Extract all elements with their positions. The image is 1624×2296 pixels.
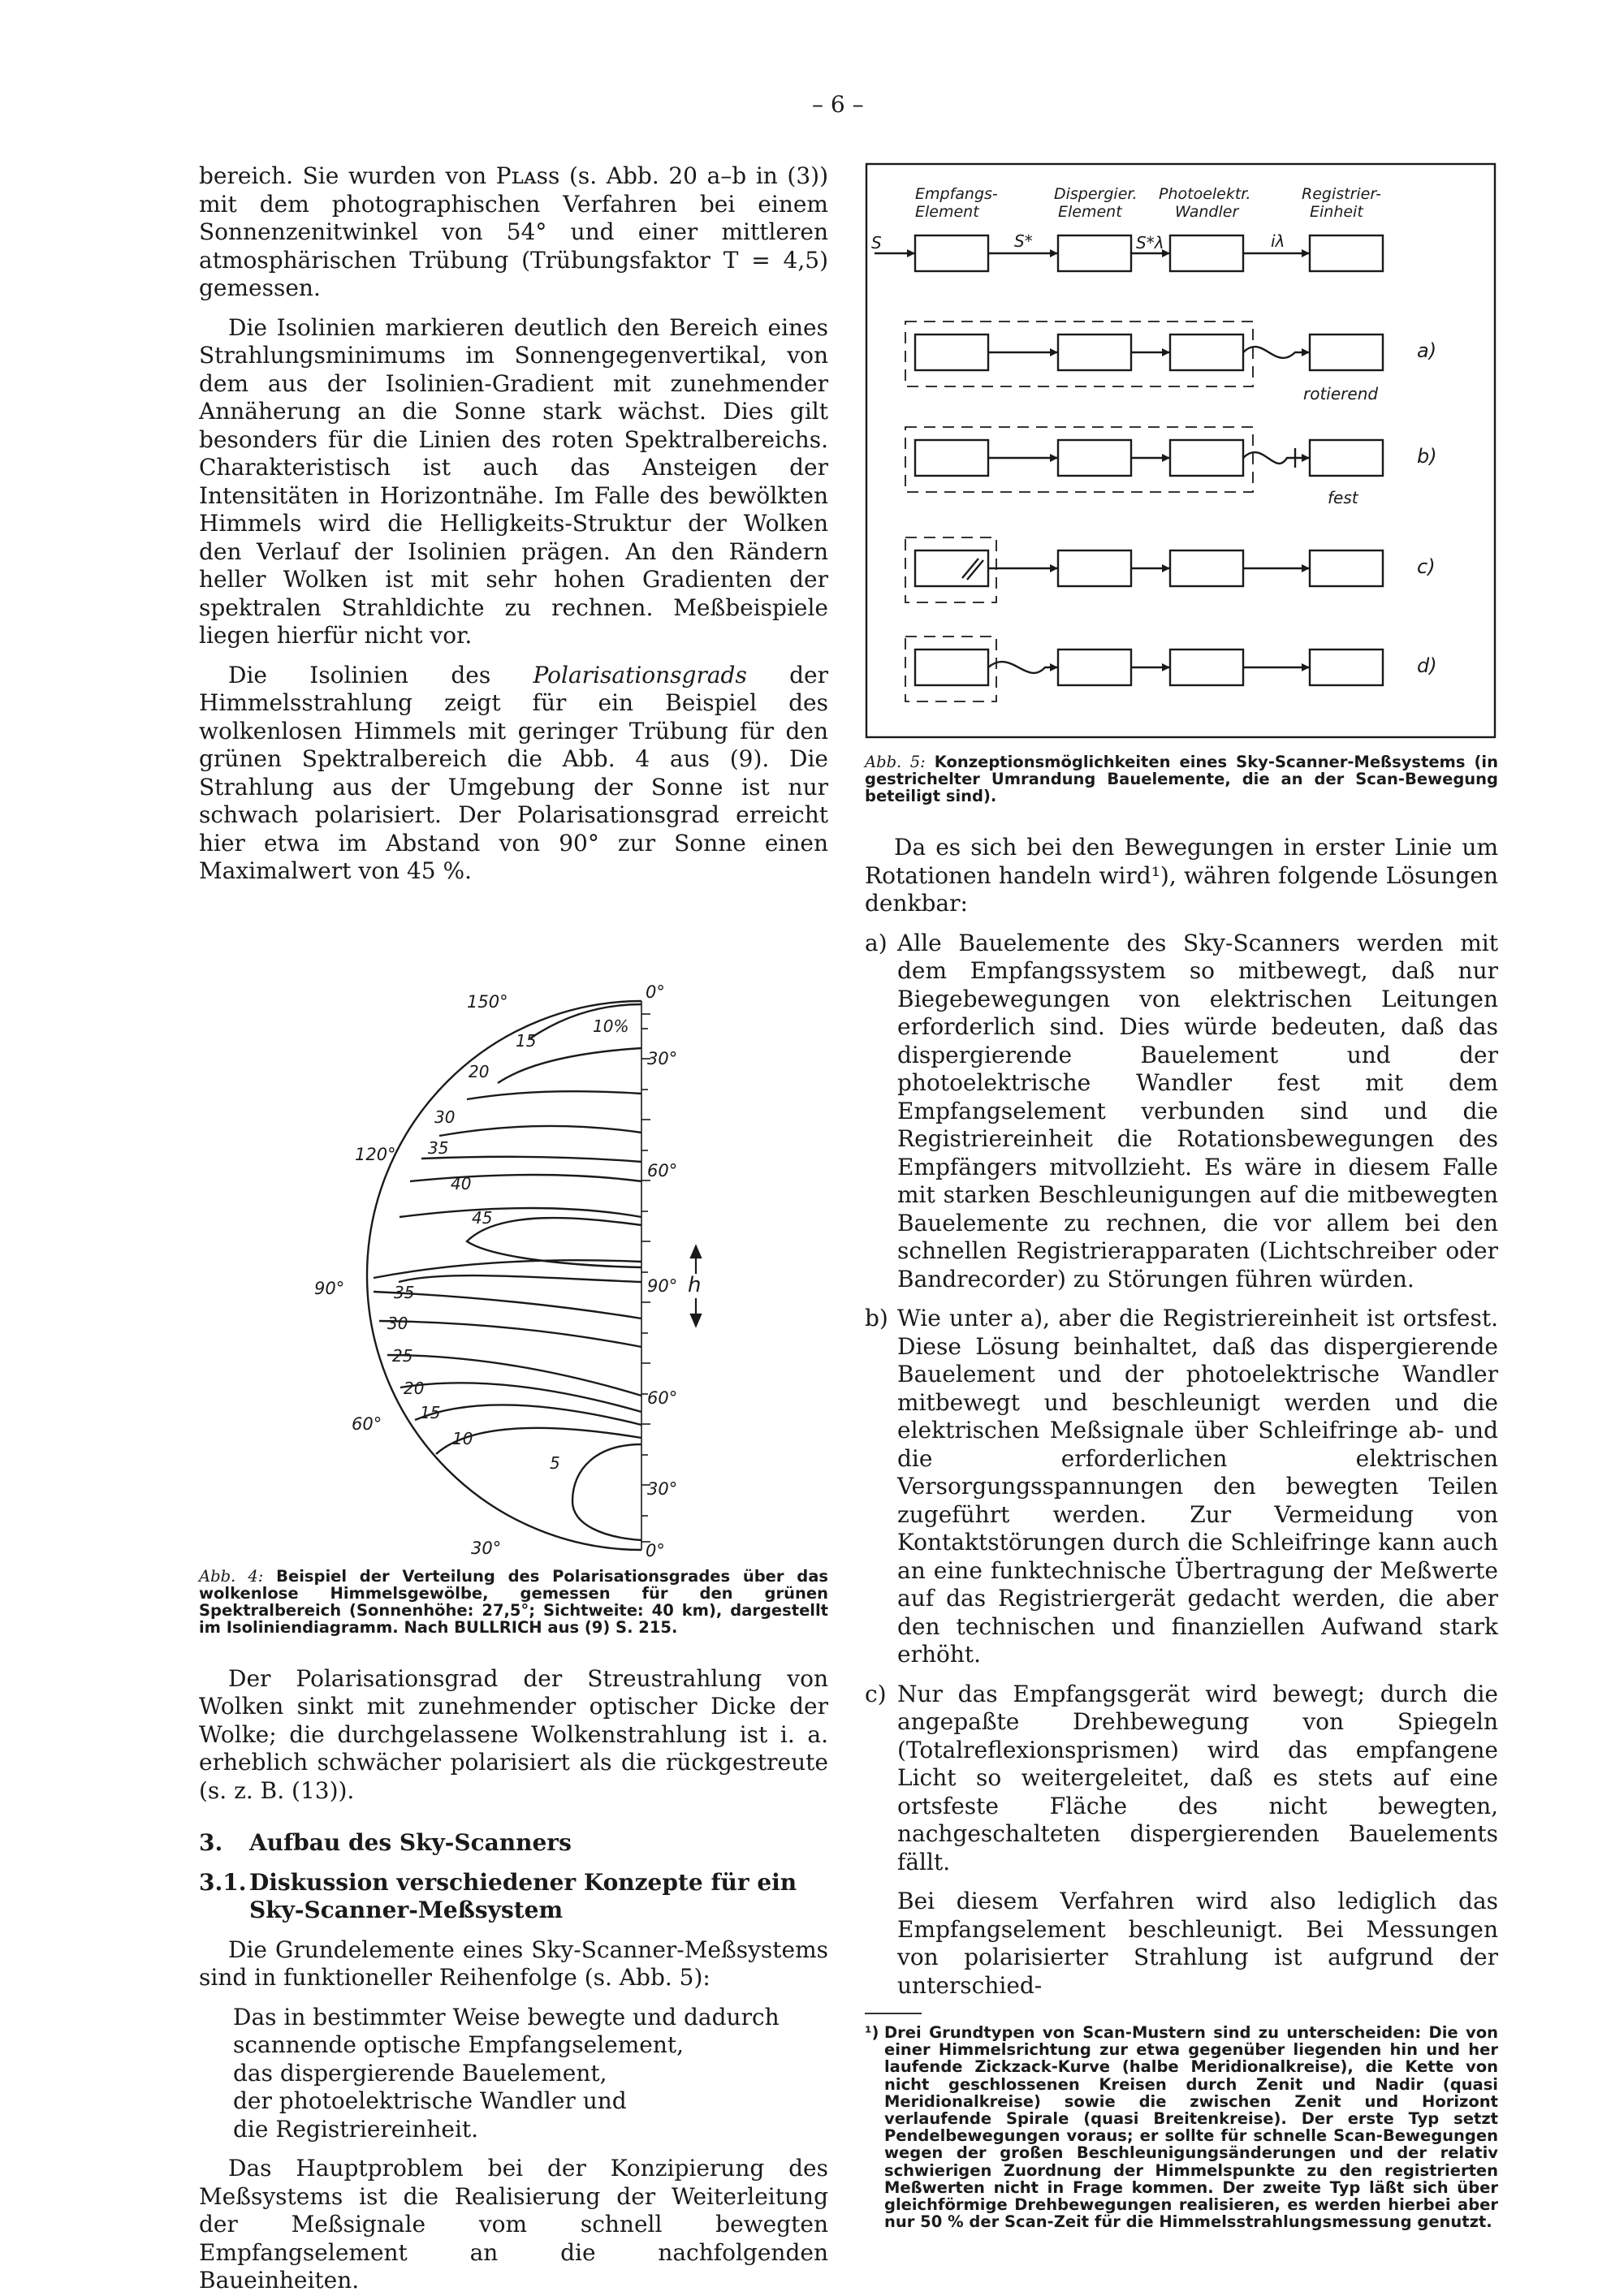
angle-label: 60°: [647, 1388, 678, 1408]
list-item: b) Wie unter a), aber die Registriereinheit ist ortsfest. Diese Lösung beinhaltet, daß das dispergierende Bauelement und der photoelektrische Wandler mitbewegt und beschleunigt werden und die elektrischen Meßsignale über Schleifringe ab- und die erforderlichen elektrischen Versorgungsspannungen den bewegten Teilen zugeführt werden. Zur Vermeidung von Kontaktstörungen durch die Schleifringe kann auch an eine funktechnische Übertragung der Meßwerte auf das Registriergerät gedacht werden, die aber den technischen und finanziellen Aufwand stark erhöht.: [865, 1305, 1498, 1668]
angle-label: 30°: [647, 1478, 678, 1499]
list-item: das dispergierende Bauelement,: [233, 2059, 607, 2087]
angle-label: 60°: [647, 1160, 678, 1180]
isoline-label: 45: [472, 1207, 493, 1228]
column-header: Element: [915, 203, 979, 221]
column-header: Empfangs-: [915, 185, 998, 203]
row-label: d): [1417, 654, 1437, 677]
isoline-label: 20: [404, 1378, 425, 1398]
page-number: – 6 –: [812, 91, 864, 118]
figure-5-block-diagram: [865, 162, 1498, 739]
isoline-label: 20: [469, 1061, 490, 1081]
figure-4-caption: Abb. 4: Beispiel der Verteilung des Polarisationsgrades über das wolkenlose Himmelsgewölbe, gemessen für den grünen Spektralbereich (Sonnenhöhe: 27,5°; Sichtweite: 40 km), dargestellt im Isoliniendiagramm. Nach BULLRICH aus (9) S. 215.: [199, 1566, 828, 1637]
note-label: rotierend: [1303, 384, 1379, 404]
column-header: Element: [1058, 203, 1122, 221]
isoline-label: 10%: [593, 1016, 629, 1036]
paragraph: Die Grundelemente eines Sky-Scanner-Meßsystems sind in funktioneller Reihenfolge (s. Abb. 5):: [199, 1936, 828, 1991]
isoline-label: 15: [420, 1402, 441, 1422]
element-list: [199, 2004, 828, 2144]
angle-label: 90°: [647, 1275, 678, 1296]
note-label: fest: [1328, 488, 1358, 507]
isoline-label: 35: [394, 1282, 415, 1302]
paragraph: Da es sich bei den Bewegungen in erster Linie um Rotationen handeln wird¹), währen folgende Lösungen denkbar:: [865, 834, 1498, 917]
height-label: h: [688, 1272, 702, 1297]
column-header: Registrier-: [1302, 185, 1381, 203]
row-label: a): [1417, 339, 1437, 362]
angle-label: 150°: [467, 991, 508, 1012]
paragraph: Bei diesem Verfahren wird also lediglich das Empfangselement beschleunigt. Bei Messungen von polarisierter Strahlung ist aufgrund der unterschied-: [897, 1888, 1498, 1999]
row-label: c): [1417, 555, 1436, 578]
figure-5-caption: Abb. 5: Konzeptionsmöglichkeiten eines Sky-Scanner-Meßsystems (in gestrichelter Umrandung Bauelemente, die an der Scan-Bewegung beteiligt sind).: [865, 753, 1498, 805]
angle-label: 0°: [646, 982, 665, 1002]
column-header: Photoelektr.: [1159, 185, 1251, 203]
paragraph: Die Isolinien des Polarisationsgrads der Himmelsstrahlung zeigt für ein Beispiel des wolkenlosen Himmels mit geringer Trübung für den grünen Spektralbereich die Abb. 4 aus (9). Die Strahlung aus der Umgebung der Sonne ist nur schwach polarisiert. Der Polarisationsgrad erreicht hier etwa im Abstand von 90° zur Sonne einen Maximalwert von 45 %.: [199, 661, 829, 884]
footnote-rule: [865, 2013, 922, 2014]
isoline-label: 5: [550, 1452, 560, 1473]
angle-label: 120°: [355, 1144, 396, 1164]
paragraph: Der Polarisationsgrad der Streustrahlung von Wolken sinkt mit zunehmender optischer Dicke der Wolke; die durchgelassene Wolkenstrahlung ist i. a. erheblich schwächer polarisiert als die rückgestreute (s. z. B. (13)).: [199, 1664, 828, 1804]
paragraph: Die Isolinien markieren deutlich den Bereich eines Strahlungsminimums im Sonnengegenvertikal, von dem aus der Isolinien-Gradient mit zunehmender Annäherung an die Sonne stark wächst. Dies gilt besonders für die Linien des roten Spektralbereichs. Charakteristisch ist auch das Ansteigen der Intensitäten in Horizontnähe. Im Falle des bewölkten Himmels wird die Helligkeits-Struktur der Wolken den Verlauf der Isolinien prägen. An den Rändern heller Wolken ist mit sehr hohen Gradienten der spektralen Strahldichte zu rechnen. Meßbeispiele liegen hierfür nicht vor.: [199, 313, 828, 649]
list-item: die Registriereinheit.: [233, 2115, 479, 2143]
isoline-label: 10: [452, 1428, 473, 1448]
left-column: [199, 162, 828, 2295]
angle-label: 30°: [647, 1048, 678, 1068]
isoline-label: 30: [434, 1107, 456, 1127]
paragraph: bereich. Sie wurden von Pʟᴀss (s. Abb. 20 a–b in (3)) mit dem photographischen Verfahren bei einem Sonnenzenitwinkel von 54° und einer mittleren atmosphärischen Trübung (Trübungsfaktor T = 4,5) gemessen.: [199, 162, 828, 301]
signal-label: S*λ: [1136, 233, 1164, 252]
signal-label: S*: [1014, 231, 1033, 251]
column-header: Einheit: [1310, 203, 1363, 221]
column-header: Dispergier.: [1054, 185, 1138, 203]
column-header: Wandler: [1175, 203, 1239, 221]
subsection-heading: 3.1. Diskussion verschiedener Konzepte für ein Sky-Scanner-Meßsystem: [199, 1868, 797, 1923]
list-item: a) Alle Bauelemente des Sky-Scanners werden mit dem Empfangssystem so mitbewegt, daß nur Biegebewegungen von elektrischen Leitungen erforderlich sind. Dies würde bedeuten, daß das dispergierende Bauelement und der photoelektrische Wandler fest mit dem Empfangselement verbunden sind und die Registriereinheit die Rotationsbewegungen des Empfängers mitvollzieht. Es wäre in diesem Falle mit starken Beschleunigungen auf die mitbewegten Bauelemente zu rechnen, die vor allem bei den schnellen Registrierapparaten (Lichtschreiber oder Bandrecorder) zu Störungen führen würden.: [865, 929, 1498, 1293]
isoline-label: 15: [516, 1030, 537, 1051]
signal-label: iλ: [1271, 231, 1285, 251]
figure-4-isoline-diagram: [199, 941, 828, 1558]
isoline-label: 30: [387, 1313, 408, 1333]
signal-label: S: [871, 233, 882, 252]
list-item: Das in bestimmter Weise bewegte und dadurch scannende optische Empfangselement,: [233, 2003, 780, 2058]
isoline-label: 35: [428, 1137, 449, 1158]
right-column: [865, 162, 1498, 2230]
isoline-label: 25: [392, 1345, 413, 1366]
angle-label: 30°: [471, 1538, 502, 1558]
list-item: der photoelektrische Wandler und: [233, 2087, 627, 2114]
section-heading: 3. Aufbau des Sky-Scanners: [199, 1829, 572, 1856]
emphasis: Polarisationsgrads: [533, 661, 747, 688]
paragraph: Das Hauptproblem bei der Konzipierung des Meßsystems ist die Realisierung der Weiterleitung der Meßsignale vom schnell bewegten Empfangselement an die nachfolgenden Baueinheiten.: [199, 2155, 828, 2294]
angle-label: 60°: [352, 1413, 382, 1434]
list-item: c) Nur das Empfangsgerät wird bewegt; durch die angepaßte Drehbewegung von Spiegeln (Totalreflexionsprismen) wird das empfangene Licht so weitergeleitet, daß es stets auf eine ortsfeste Fläche des nicht bewegten, nachgeschalteten dispergierenden Bauelements fällt.: [865, 1680, 1498, 1875]
footnote: ¹) Drei Grundtypen von Scan-Mustern sind zu unterscheiden: Die von einer Himmelsrichtung zur etwa gegenüber liegenden hin und her laufende Zickzack-Kurve (halbe Meridionalkreise), die Kette von nicht geschlossenen Kreisen durch Zenit und Nadir (quasi Meridionalkreise) sowie die zwischen Zenit und Horizont verlaufende Spirale (quasi Breitenkreise). Der erste Typ setzt Pendelbewegungen voraus; er sollte für schnelle Scan-Bewegungen wegen der großen Beschleunigungsänderungen und der relativ schwierigen Zuordnung der Himmelspunkte zu den registrierten Meßwerten nicht in Frage kommen. Der zweite Typ läßt sich über gleichförmige Drehbewegungen realisieren, es werden hierbei aber nur 50 % der Scan-Zeit für die Himmelsstrahlungsmessung genutzt.: [865, 2023, 1498, 2232]
isoline-label: 40: [451, 1173, 472, 1193]
angle-label: 0°: [646, 1540, 665, 1558]
row-label: b): [1417, 445, 1437, 468]
angle-label: 90°: [314, 1278, 345, 1298]
